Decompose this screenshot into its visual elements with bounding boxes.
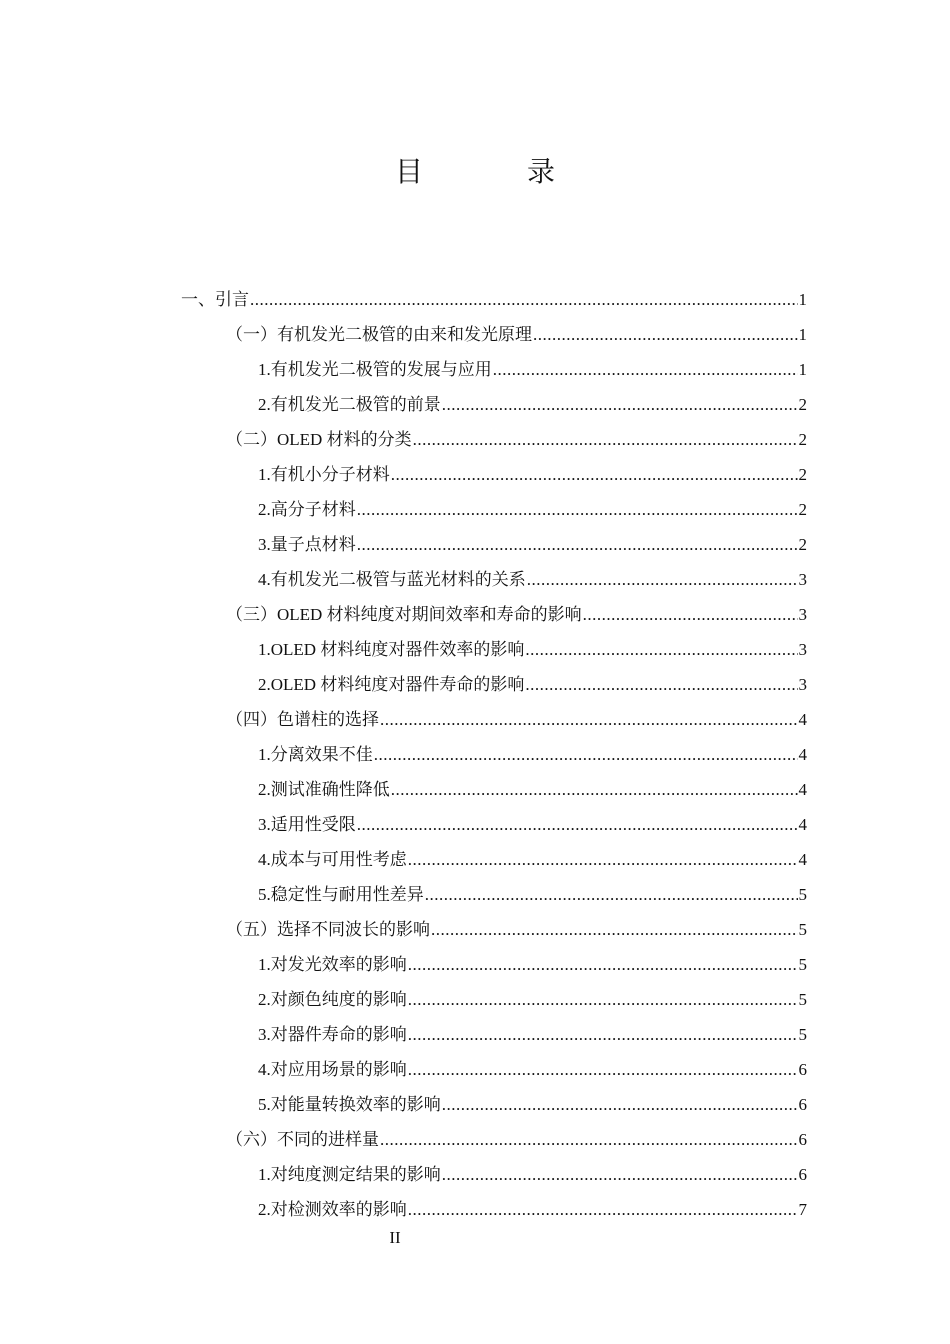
toc-entry[interactable]: [258, 352, 807, 387]
toc-entry-page: 1: [798, 325, 807, 344]
toc-entry[interactable]: [258, 632, 807, 667]
toc-dot-leader: [357, 492, 798, 527]
toc-entry-title: 5.对能量转换效率的影响: [258, 1095, 441, 1114]
toc-dot-leader: [357, 807, 798, 842]
toc-dot-leader: [527, 562, 798, 597]
toc-entry[interactable]: [226, 597, 807, 632]
toc-dot-leader: [250, 282, 798, 317]
toc-entry-page: 5: [798, 955, 807, 974]
toc-dot-leader: [413, 422, 798, 457]
toc-dot-leader: [442, 1087, 798, 1122]
toc-entry-title: 2.对检测效率的影响: [258, 1200, 407, 1219]
toc-entry-page: 7: [798, 1200, 807, 1219]
toc-entry-page: 6: [798, 1060, 807, 1079]
toc-entry[interactable]: [258, 1192, 807, 1227]
toc-entry[interactable]: [258, 982, 807, 1017]
toc-entry[interactable]: [258, 807, 807, 842]
toc-entry-title: 1.对发光效率的影响: [258, 955, 407, 974]
toc-entry[interactable]: [258, 457, 807, 492]
toc-dot-leader: [431, 912, 798, 947]
toc-entry[interactable]: [258, 947, 807, 982]
toc-entry[interactable]: [258, 1087, 807, 1122]
toc-entry-page: 6: [798, 1095, 807, 1114]
toc-entry-title: 2.对颜色纯度的影响: [258, 990, 407, 1009]
toc-entry-page: 3: [798, 640, 807, 659]
toc-entry-title: 2.高分子材料: [258, 500, 356, 519]
toc-entry-page: 5: [798, 990, 807, 1009]
toc-entry-page: 3: [798, 570, 807, 589]
toc-dot-leader: [391, 457, 798, 492]
toc-dot-leader: [408, 842, 798, 877]
toc-entry-page: 2: [798, 535, 807, 554]
toc-entry[interactable]: [258, 842, 807, 877]
toc-entry-title: 2.OLED 材料纯度对器件寿命的影响: [258, 675, 525, 694]
toc-entry[interactable]: [258, 1052, 807, 1087]
toc-dot-leader: [533, 317, 798, 352]
toc-entry-page: 5: [798, 885, 807, 904]
toc-dot-leader: [408, 1052, 798, 1087]
toc-entry-title: 1.对纯度测定结果的影响: [258, 1165, 441, 1184]
toc-entry-page: 2: [798, 430, 807, 449]
toc-entry-page: 4: [798, 815, 807, 834]
toc-dot-leader: [442, 387, 798, 422]
toc-entry-title: 4.成本与可用性考虑: [258, 850, 407, 869]
toc-entry-page: 4: [798, 745, 807, 764]
toc-dot-leader: [391, 772, 798, 807]
toc-entry-title: 4.对应用场景的影响: [258, 1060, 407, 1079]
toc-entry[interactable]: [258, 527, 807, 562]
toc-entry-title: （五）选择不同波长的影响: [226, 920, 430, 939]
toc-entry[interactable]: [226, 422, 807, 457]
toc-dot-leader: [408, 1192, 798, 1227]
toc-entry-title: 1.有机发光二极管的发展与应用: [258, 360, 492, 379]
toc-entry-page: 2: [798, 395, 807, 414]
toc-dot-leader: [525, 632, 797, 667]
toc-entry[interactable]: [181, 282, 807, 317]
toc-entry-page: 4: [798, 780, 807, 799]
toc-dot-leader: [380, 702, 798, 737]
toc-dot-leader: [442, 1157, 798, 1192]
toc-entry-page: 6: [798, 1165, 807, 1184]
toc-entry[interactable]: [258, 772, 807, 807]
toc-entry[interactable]: [258, 562, 807, 597]
toc-dot-leader: [408, 947, 798, 982]
toc-entry-title: 1.分离效果不佳: [258, 745, 373, 764]
toc-dot-leader: [380, 1122, 798, 1157]
page-number: II: [389, 1228, 401, 1247]
toc-entry[interactable]: [258, 877, 807, 912]
toc-entry[interactable]: [226, 317, 807, 352]
toc-entry-title: 1.有机小分子材料: [258, 465, 390, 484]
toc-entry[interactable]: [226, 1122, 807, 1157]
toc-dot-leader: [374, 737, 798, 772]
toc-entry-page: 3: [798, 675, 807, 694]
toc-entry[interactable]: [258, 1017, 807, 1052]
toc-dot-leader: [425, 877, 798, 912]
toc-entry-title: 5.稳定性与耐用性差异: [258, 885, 424, 904]
toc-entry-title: 2.有机发光二极管的前景: [258, 395, 441, 414]
toc-entry-page: 6: [798, 1130, 807, 1149]
toc-entry-page: 2: [798, 465, 807, 484]
toc-entry-title: 3.适用性受限: [258, 815, 356, 834]
toc-entry[interactable]: [258, 737, 807, 772]
toc-dot-leader: [408, 1017, 798, 1052]
toc-dot-leader: [493, 352, 798, 387]
toc-entry-page: 5: [798, 1025, 807, 1044]
toc-entry-title: （四）色谱柱的选择: [226, 710, 379, 729]
toc-entry-title: 3.对器件寿命的影响: [258, 1025, 407, 1044]
toc-dot-leader: [525, 667, 797, 702]
toc-entry-title: 1.OLED 材料纯度对器件效率的影响: [258, 640, 525, 659]
toc-entry-page: 4: [798, 710, 807, 729]
toc-entry-title: （二）OLED 材料的分类: [226, 430, 412, 449]
page-title: 目 录: [394, 155, 593, 188]
toc-dot-leader: [583, 597, 798, 632]
toc-entry-title: 4.有机发光二极管与蓝光材料的关系: [258, 570, 526, 589]
toc-entry-title: （三）OLED 材料纯度对期间效率和寿命的影响: [226, 605, 582, 624]
toc-entry[interactable]: [258, 492, 807, 527]
toc-entry[interactable]: [226, 702, 807, 737]
toc-entry[interactable]: [258, 387, 807, 422]
toc-entry-title: （一）有机发光二极管的由来和发光原理: [226, 325, 532, 344]
toc-entry[interactable]: [258, 1157, 807, 1192]
toc-entry[interactable]: [258, 667, 807, 702]
toc-entry-page: 5: [798, 920, 807, 939]
toc-entry-page: 1: [798, 290, 807, 309]
toc-entry-title: 3.量子点材料: [258, 535, 356, 554]
toc-entry-title: 一、引言: [181, 290, 249, 310]
toc-dot-leader: [408, 982, 798, 1017]
toc-entry-title: 2.测试准确性降低: [258, 780, 390, 799]
toc-entry[interactable]: [226, 912, 807, 947]
toc-entry-page: 4: [798, 850, 807, 869]
toc-entry-page: 3: [798, 605, 807, 624]
toc-entry-title: （六）不同的进样量: [226, 1130, 379, 1149]
toc-entry-page: 1: [798, 360, 807, 379]
toc-dot-leader: [357, 527, 798, 562]
toc-entry-page: 2: [798, 500, 807, 519]
